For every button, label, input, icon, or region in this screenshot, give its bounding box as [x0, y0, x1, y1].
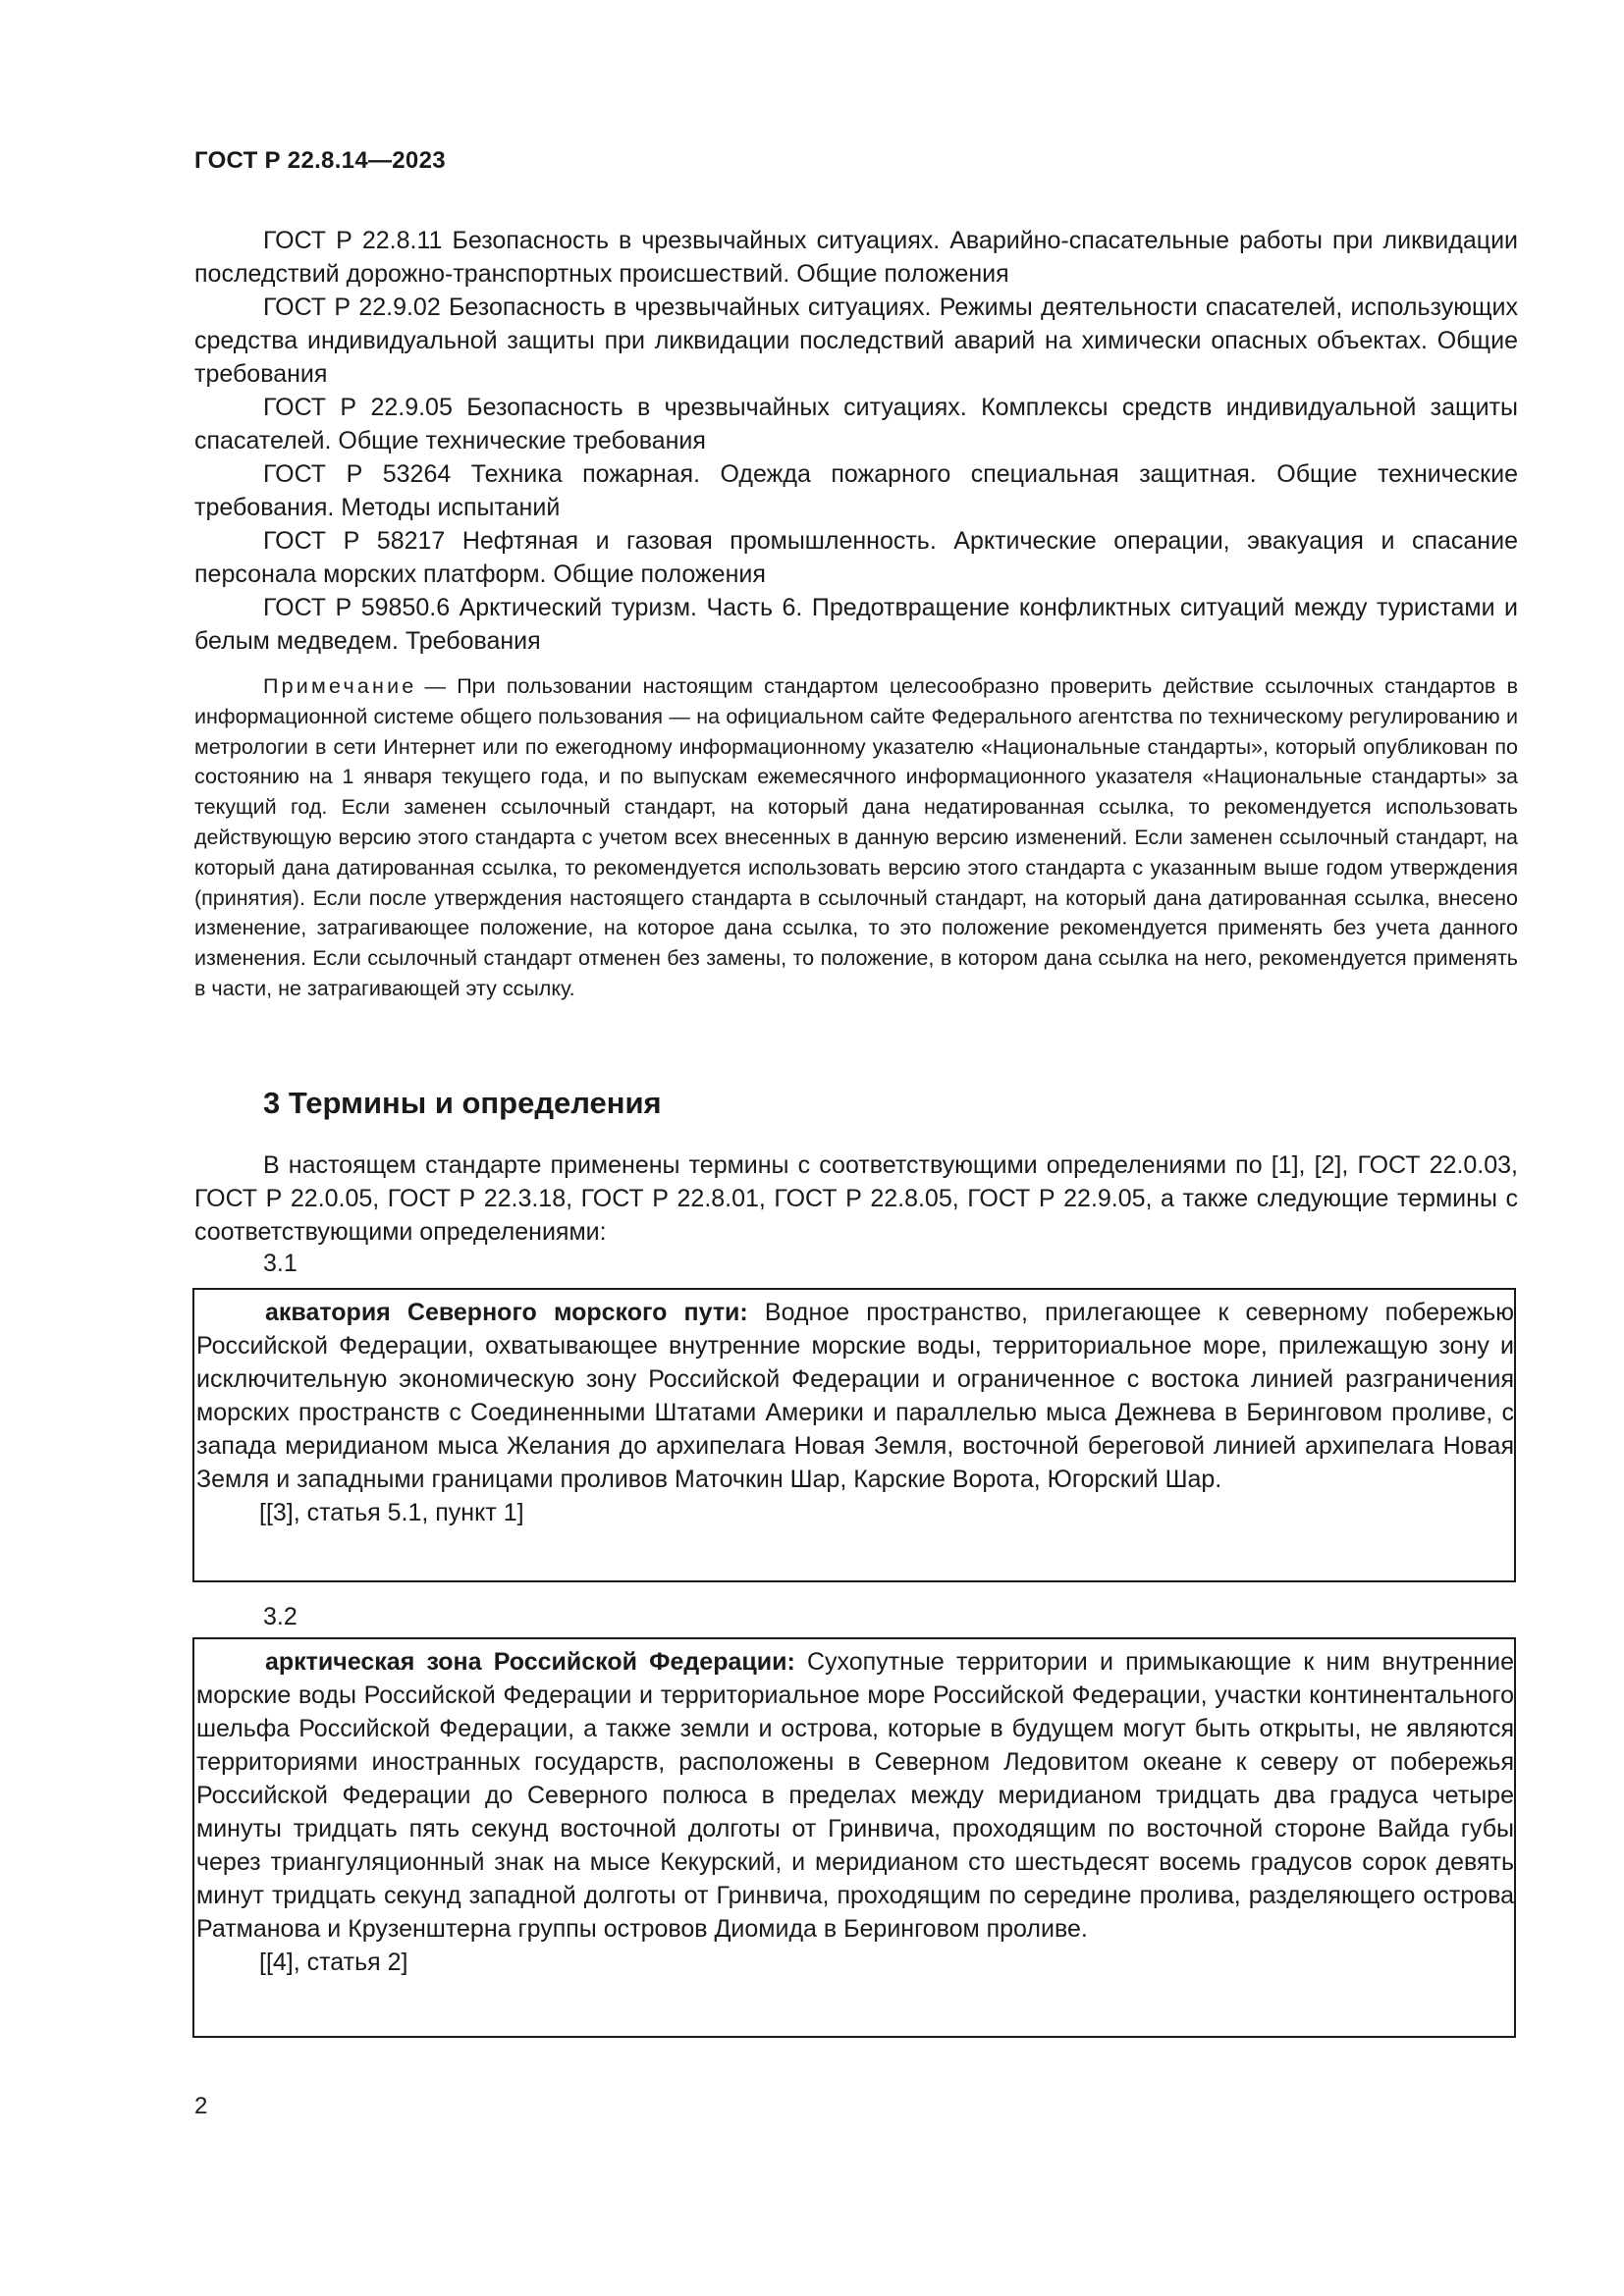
term-box [192, 1288, 1516, 1582]
reference-item: ГОСТ Р 59850.6 Арктический туризм. Часть 6. Предотвращение конфликтных ситуаций между туристами и белым медведем. Требования [194, 594, 1518, 655]
term-title: арктическая зона Российской Федерации: [265, 1648, 795, 1676]
term-title: акватория Северного морского пути: [265, 1299, 748, 1326]
note-paragraph [194, 671, 1518, 1004]
reference-item: ГОСТ Р 22.9.02 Безопасность в чрезвычайных ситуациях. Режимы деятельности спасателей, использующих средства индивидуальной защиты при ликвидации последствий аварий на химически опасных объектах. Общие требования [194, 294, 1518, 388]
section-intro: В настоящем стандарте применены термины с соответствующими определениями по [1], [2], ГОСТ 22.0.03, ГОСТ Р 22.0.05, ГОСТ Р 22.3.18, ГОСТ Р 22.8.01, ГОСТ Р 22.8.05, ГОСТ Р 22.9.05, а также следующие термины с соответствующими определениями: [194, 1151, 1518, 1246]
term-definition-text: Водное пространство, прилегающее к северному побережью Российской Федерации, охватывающее внутренние морские воды, территориальное море, прилежащую зону и исключительную экономическую зону Российской Федерации и ограниченное с востока линией разграничения морских пространств с Соединенными Штатами Америки и параллелью мыса Дежнева в Беринговом проливе, с запада меридианом мыса Желания до архипелага Новая Земля, восточной береговой линией архипелага Новая Земля и западными границами проливов Маточкин Шар, Карские Ворота, Югорский Шар. [196, 1299, 1515, 1493]
reference-list [194, 224, 1518, 658]
reference-item: ГОСТ Р 58217 Нефтяная и газовая промышленность. Арктические операции, эвакуация и спасание персонала морских платформ. Общие положения [194, 527, 1518, 588]
term-source: [[4], статья 2] [259, 1949, 408, 1976]
reference-item: ГОСТ Р 22.8.11 Безопасность в чрезвычайных ситуациях. Аварийно-спасательные работы при ликвидации последствий дорожно-транспортных происшествий. Общие положения [194, 227, 1518, 288]
term-number: 3.1 [263, 1250, 298, 1277]
term-number: 3.2 [263, 1603, 298, 1630]
note-text: — При пользовании настоящим стандартом целесообразно проверить действие ссылочных стандартов в информационной системе общего пользования — на официальном сайте Федерального агентства по техническому регулированию и метрологии в сети Интернет или по ежегодному информационному указателю «Национальные стандарты», который опубликован по состоянию на 1 января текущего года, и по выпускам ежемесячного информационного указателя «Национальные стандарты» за текущий год. Если заменен ссылочный стандарт, на который дана недатированная ссылка, то рекомендуется использовать действующую версию этого стандарта с учетом всех внесенных в данную версию изменений. Если заменен ссылочный стандарт, на который дана датированная ссылка, то рекомендуется использовать версию этого стандарта с указанным выше годом утверждения (принятия). Если после утверждения настоящего стандарта в ссылочный стандарт, на который дана датированная ссылка, внесено изменение, затрагивающее положение, на которое дана ссылка, то это положение рекомендуется применять без учета данного изменения. Если ссылочный стандарт отменен без замены, то положение, в котором дана ссылка на него, рекомендуется применять в части, не затрагивающей эту ссылку. [194, 674, 1518, 1000]
reference-item: ГОСТ Р 53264 Техника пожарная. Одежда пожарного специальная защитная. Общие технические требования. Методы испытаний [194, 460, 1518, 521]
term-box [192, 1637, 1516, 2038]
note-label: Примечание [263, 674, 417, 698]
section-heading: 3 Термины и определения [263, 1086, 662, 1120]
term-source: [[3], статья 5.1, пункт 1] [259, 1499, 524, 1526]
term-definition [194, 1296, 1514, 1496]
page-number: 2 [194, 2093, 208, 2119]
reference-item: ГОСТ Р 22.9.05 Безопасность в чрезвычайных ситуациях. Комплексы средств индивидуальной защиты спасателей. Общие технические требования [194, 394, 1518, 454]
document-header: ГОСТ Р 22.8.14—2023 [194, 147, 446, 174]
term-definition-text: Сухопутные территории и примыкающие к ним внутренние морские воды Российской Федерации и территориальное море Российской Федерации, участки континентального шельфа Российской Федерации, а также земли и острова, которые в будущем могут быть открыты, не являются территориями иностранных государств, расположены в Северном Ледовитом океане к северу от побережья Российской Федерации до Северного полюса в пределах между меридианом тридцать два градуса четыре минуты тридцать пять секунд восточной долготы от Гринвича, проходящим по восточной стороне Вайда губы через триангуляционный знак на мысе Кекурский, и меридианом сто шестьдесят восемь градусов сорок девять минут тридцать секунд западной долготы от Гринвича, проходящим по середине пролива, разделяющего острова Ратманова и Крузенштерна группы островов Диомида в Беринговом проливе. [196, 1648, 1514, 1943]
term-definition [194, 1645, 1514, 1946]
